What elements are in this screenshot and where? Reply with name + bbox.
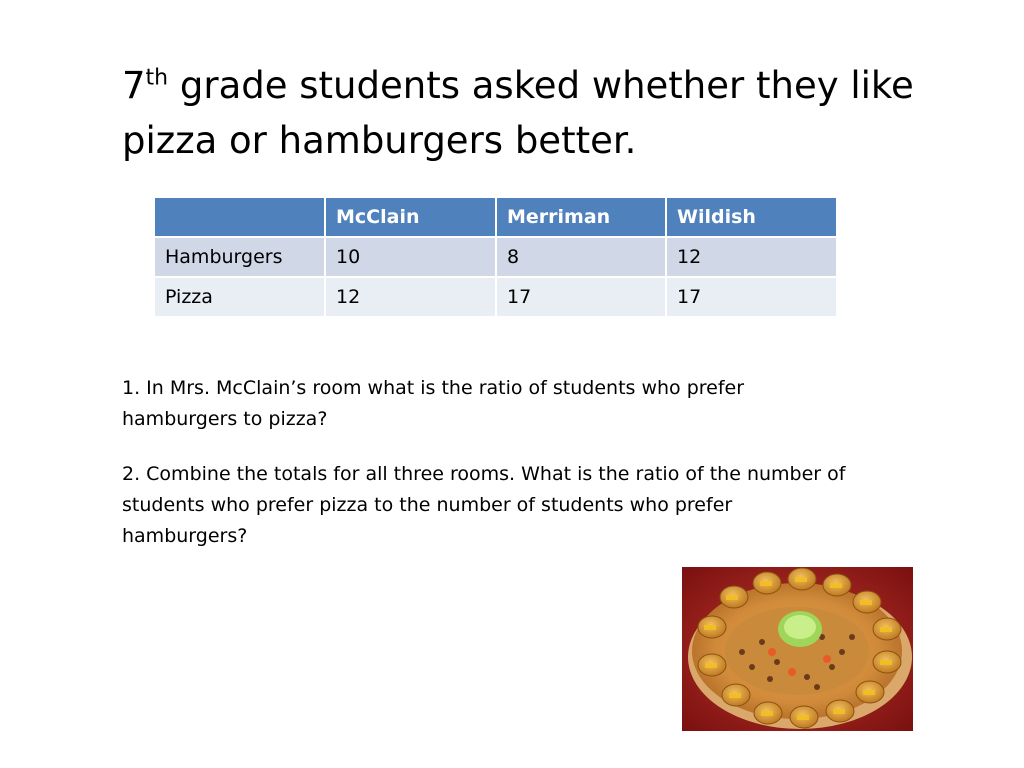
table-cell: 10	[325, 237, 496, 277]
table-cell: 12	[325, 277, 496, 317]
table-header-cell	[154, 197, 325, 237]
table-row-label: Hamburgers	[154, 237, 325, 277]
title-rest: grade students asked whether they like pizza or hamburgers better.	[122, 64, 914, 162]
table-cell: 12	[666, 237, 837, 277]
table-cell: 17	[666, 277, 837, 317]
table-cell: 8	[496, 237, 666, 277]
slide-title	[122, 58, 942, 168]
table-header-cell: McClain	[325, 197, 496, 237]
table-row	[154, 237, 837, 277]
pizza-burger-photo	[682, 567, 913, 731]
title-prefix: 7	[122, 64, 146, 107]
table-cell: 17	[496, 277, 666, 317]
question-1: 1. In Mrs. McClain’s room what is the ratio of students who prefer hamburgers to pizza?	[122, 377, 745, 430]
table-row	[154, 277, 837, 317]
table-row-label: Pizza	[154, 277, 325, 317]
table-header-cell: Wildish	[666, 197, 837, 237]
title-superscript: th	[145, 65, 169, 91]
question-2: 2. Combine the totals for all three rooms. What is the ratio of the number of students who prefer pizza to the number of students who prefer hamburgers?	[122, 463, 846, 547]
preference-table	[153, 196, 838, 318]
table-header-row	[154, 197, 837, 237]
table-header-cell: Merriman	[496, 197, 666, 237]
